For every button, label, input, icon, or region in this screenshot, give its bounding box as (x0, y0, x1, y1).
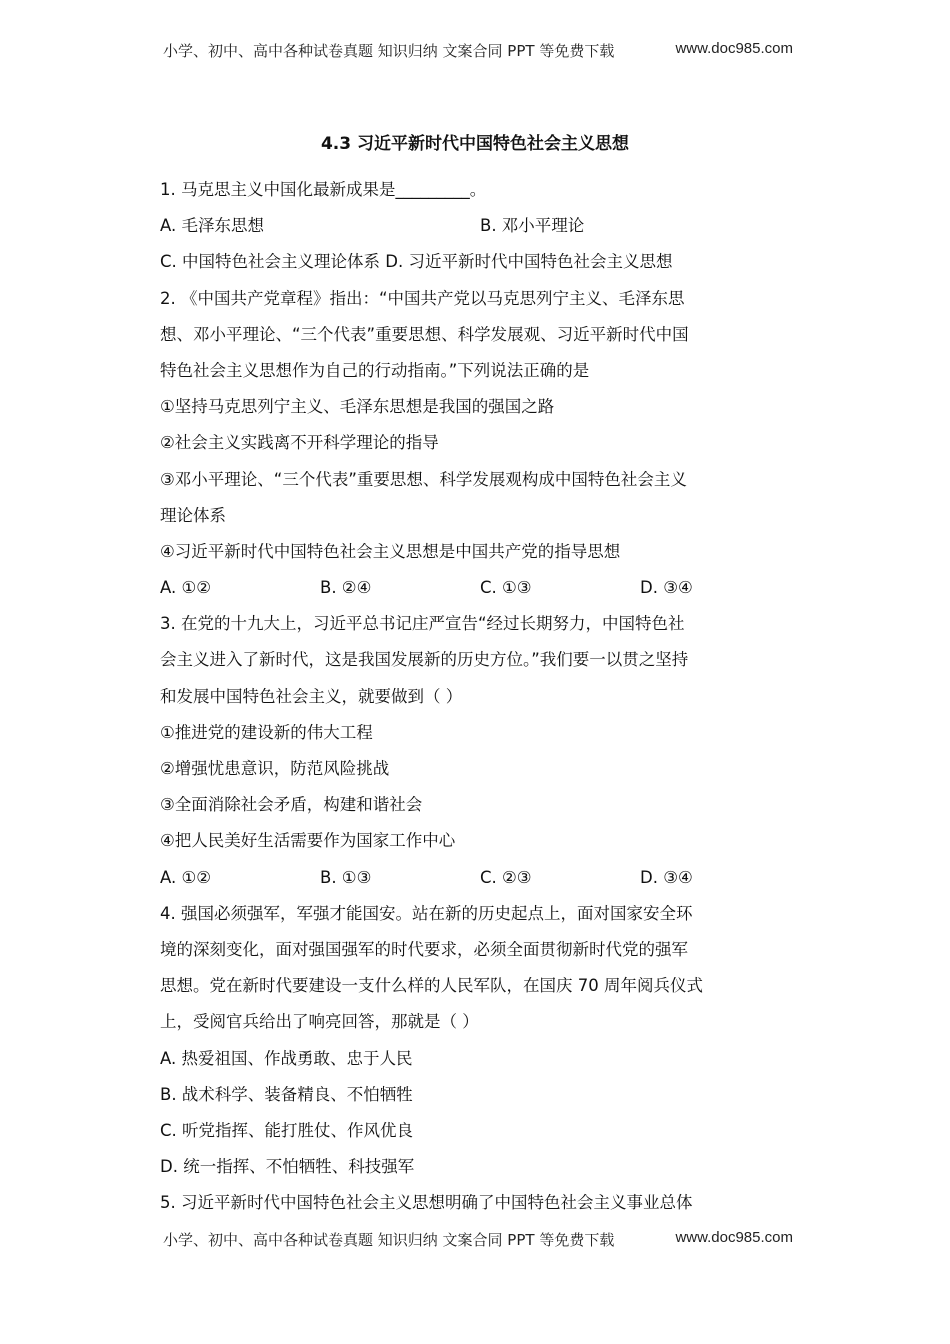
footer-url[interactable]: www.doc985.com (675, 1229, 793, 1246)
option-d: D. 统一指挥、不怕牺牲、科技强军 (160, 1157, 415, 1177)
footer-text: 小学、初中、高中各种试卷真题 知识归纳 文案合同 PPT 等免费下载 (163, 1231, 615, 1249)
option-c: C. ②③ (480, 867, 532, 887)
question-2-options (160, 570, 800, 606)
question-2-line: ②社会主义实践离不开科学理论的指导 (160, 433, 439, 453)
question-2-line: 2. 《中国共产党章程》指出：“中国共产党以马克思列宁主义、毛泽东思 (160, 288, 685, 308)
question-2-line: 理论体系 (160, 505, 226, 525)
question-3-line: ①推进党的建设新的伟大工程 (160, 722, 373, 742)
page-footer (163, 1229, 793, 1250)
question-4-line: 4. 强国必须强军，军强才能国安。站在新的历史起点上，面对国家安全环 (160, 903, 693, 923)
question-1-options (160, 208, 800, 244)
question-3-line: 和发展中国特色社会主义，就要做到（ ） (160, 686, 463, 706)
option-c: C. 听党指挥、能打胜仗、作风优良 (160, 1120, 414, 1140)
question-4-line: 思想。党在新时代要建设一支什么样的人民军队，在国庆 70 周年阅兵仪式 (160, 976, 703, 996)
question-3-line: 会主义进入了新时代，这是我国发展新的历史方位。”我们要一以贯之坚持 (160, 650, 689, 670)
question-2-line: ③邓小平理论、“三个代表”重要思想、科学发展观构成中国特色社会主义 (160, 469, 687, 489)
header-url[interactable]: www.doc985.com (675, 40, 793, 57)
option-a: A. ①② (160, 867, 212, 887)
option-a: A. ①② (160, 578, 212, 598)
option-b: B. ①③ (320, 867, 372, 887)
question-3-line: ③全面消除社会矛盾，构建和谐社会 (160, 795, 423, 815)
question-4-line: 上，受阅官兵给出了响亮回答，那就是（ ） (160, 1012, 479, 1032)
option-b: B. ②④ (320, 578, 372, 598)
question-2-line: 想、邓小平理论、“三个代表”重要思想、科学发展观、习近平新时代中国 (160, 324, 689, 344)
document-body (160, 172, 800, 1221)
option-b: B. 战术科学、装备精良、不怕牺牲 (160, 1084, 413, 1104)
question-3-options (160, 860, 800, 896)
option-b: B. 邓小平理论 (480, 216, 585, 236)
page-header (163, 40, 793, 61)
question-4-line: 境的深刻变化，面对强国强军的时代要求，必须全面贯彻新时代党的强军 (160, 939, 688, 959)
option-a: A. 毛泽东思想 (160, 216, 264, 236)
question-3-line: ④把人民美好生活需要作为国家工作中心 (160, 831, 456, 851)
option-cd: C. 中国特色社会主义理论体系 D. 习近平新时代中国特色社会主义思想 (160, 252, 673, 272)
option-d: D. ③④ (640, 578, 693, 598)
question-3-line: 3. 在党的十九大上，习近平总书记庄严宣告“经过长期努力，中国特色社 (160, 614, 685, 634)
option-c: C. ①③ (480, 578, 532, 598)
question-1-stem: 1. 马克思主义中国化最新成果是_________。 (160, 180, 487, 199)
question-3-line: ②增强忧患意识，防范风险挑战 (160, 759, 390, 778)
question-2-line: ④习近平新时代中国特色社会主义思想是中国共产党的指导思想 (160, 541, 621, 561)
option-d: D. ③④ (640, 867, 693, 887)
option-a: A. 热爱祖国、作战勇敢、忠于人民 (160, 1048, 413, 1068)
question-2-line: 特色社会主义思想作为自己的行动指南。”下列说法正确的是 (160, 360, 590, 380)
header-text: 小学、初中、高中各种试卷真题 知识归纳 文案合同 PPT 等免费下载 (163, 42, 615, 60)
question-2-line: ①坚持马克思列宁主义、毛泽东思想是我国的强国之路 (160, 397, 555, 417)
question-5-stem: 5. 习近平新时代中国特色社会主义思想明确了中国特色社会主义事业总体 (160, 1193, 693, 1213)
document-title: 4.3 习近平新时代中国特色社会主义思想 (320, 134, 630, 154)
